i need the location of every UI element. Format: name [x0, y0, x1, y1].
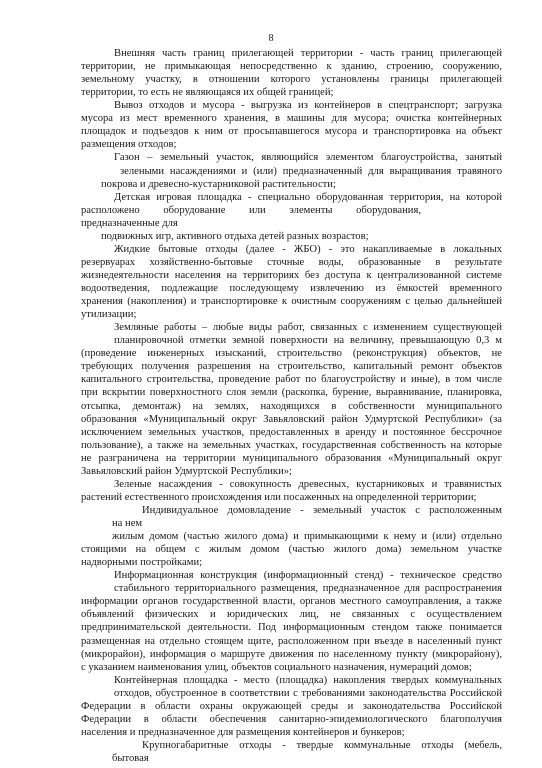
text-line: с указанием наименования улиц, объектов социального назначения, нумераций домов; — [81, 662, 472, 673]
text-line: площадок и подъездов к ним от просыпавшегося мусора и транспортировка на объект — [81, 126, 502, 137]
text-line: Земляные работы – любые виды работ, связанных с изменением существующей — [114, 322, 502, 333]
page-number: 8 — [268, 33, 274, 44]
text-line: жилым домом (частью жилого дома) и примыкающими к нему и (или) отдельно — [112, 531, 502, 542]
text-line: покрова и древесно-кустарниковой растительности; — [101, 179, 336, 190]
text-line: Внешняя часть границ прилегающей территории - часть границ прилегающей — [114, 48, 502, 59]
text-line: Детская игровая площадка - специально оборудованная территория, на которой — [114, 192, 502, 203]
text-line: размещенная на отдельно стоящем щите, расположенном при въезде в населенный пункт — [81, 636, 502, 647]
text-line: Жидкие бытовые отходы (далее - ЖБО) - это накапливаемые в локальных — [114, 244, 502, 255]
text-line: исключением земельных участков, предоставленных в аренду и постоянное бессрочное — [81, 427, 502, 438]
text-line: территории, не примыкающая непосредственно к зданию, строению, сооружению, — [81, 61, 502, 72]
text-line: Газон – земельный участок, являющийся элементом благоустройства, занятый — [114, 152, 502, 163]
text-line: (микрорайон), информация о маршруте движения по населенному пункту (микрорайону), — [81, 649, 502, 660]
text-line: мусора из мест временного хранения, в машины для мусора; очистка контейнерных — [81, 113, 502, 124]
text-line: капитального строительства, проведение работ по благоустройству и иные), в том числе — [81, 374, 502, 385]
text-line: требующих получения разрешения на строительство, капитальный ремонт объектов — [81, 361, 502, 372]
text-line: информации органов государственной власти, органов местного самоуправления, а также — [81, 596, 502, 607]
text-line: резервуарах хозяйственно-бытовые сточные воды, образованные в результате — [81, 257, 502, 268]
text-line: хранения (накопления) и транспортировке к очистным сооружениям с целью дальнейшей — [81, 296, 502, 307]
text-line: водоотведения, подлежащие последующему извлечению из ёмкостей временного — [81, 283, 502, 294]
text-line: на нем — [112, 518, 143, 529]
text-line: Завьяловский район Удмуртской Республики»; — [81, 466, 292, 477]
text-line: надворными постройками; — [81, 557, 203, 568]
text-line: размещения отходов; — [81, 139, 177, 150]
text-line: стоящими на общем с жилым домом (частью жилого дома) земельном участке — [81, 544, 502, 555]
text-line: подвижных игр, активного отдыха детей разных возрастов; — [101, 231, 369, 242]
text-line: планировочной отметки земной поверхности на величину, превышающую 0,3 м — [114, 335, 502, 346]
text-line: зелеными насаждениями и (или) предназначенный для выращивания травяного — [120, 166, 502, 177]
text-line: предназначенные для — [81, 218, 178, 229]
text-line: объявлений физических и юридических лиц, не связанных с осуществлением — [81, 609, 502, 620]
text-line: образования «Муниципальный округ Завьяловский район Удмуртской Республики» (за — [81, 414, 502, 425]
text-line: Контейнерная площадка - место (площадка) накопления твердых коммунальных — [114, 675, 502, 686]
text-line: растений естественного происхождения или посаженных на определенной территории; — [81, 492, 477, 503]
text-line: пользование), а также на земельных участках, государственная собственность на которые — [81, 440, 502, 451]
text-line: Крупногабаритные отходы - твердые коммунальные отходы (мебель, — [142, 740, 502, 751]
text-line: жизнедеятельности населения на территориях без доступа к централизованной системе — [81, 270, 502, 281]
text-line: Вывоз отходов и мусора - выгрузка из контейнеров в спецтранспорт; загрузка — [114, 100, 502, 111]
text-line: Федерации в области охраны окружающей среды и законодательства Российской — [81, 701, 502, 712]
text-line: расположено оборудование или элементы оборудования, — [81, 205, 421, 216]
text-line: бытовая — [112, 753, 149, 764]
text-line: (проведение инженерных изысканий, строительство (реконструкция) объектов, не — [81, 348, 502, 359]
text-line: населения и предназначенное для размещения контейнеров и бункеров; — [81, 727, 405, 738]
text-line: Зеленые насаждения - совокупность древесных, кустарниковых и травянистых — [114, 479, 502, 490]
text-line: отходов, обустроенное в соответствии с требованиями законодательства Российской — [114, 688, 502, 699]
text-line: территории, то есть не являющаяся их общей границей; — [81, 87, 334, 98]
text-line: Федерации в области обеспечения санитарно-эпидемиологического благополучия — [81, 714, 502, 725]
text-line: Индивидуальное домовладение - земельный участок с расположенным — [142, 505, 502, 516]
text-line: отсыпка, демонтаж) на землях, находящихся в собственности муниципального — [81, 401, 502, 412]
text-line: при вскрытии поверхностного слоя земли (раскопка, бурение, выравнивание, планировка, — [81, 387, 502, 398]
text-line: земельному участку, в отношении которого установлены границы прилегающей — [81, 74, 502, 85]
text-line: не разграничена на территории муниципального образования «Муниципальный округ — [81, 453, 502, 464]
text-line: стабильного территориального размещения, предназначенное для распространения — [114, 583, 502, 594]
text-line: Информационная конструкция (информационный стенд) - техническое средство — [114, 570, 502, 581]
text-line: предпринимательской деятельности. Под информационным стендом также понимается — [81, 622, 502, 633]
text-line: утилизации; — [81, 309, 137, 320]
